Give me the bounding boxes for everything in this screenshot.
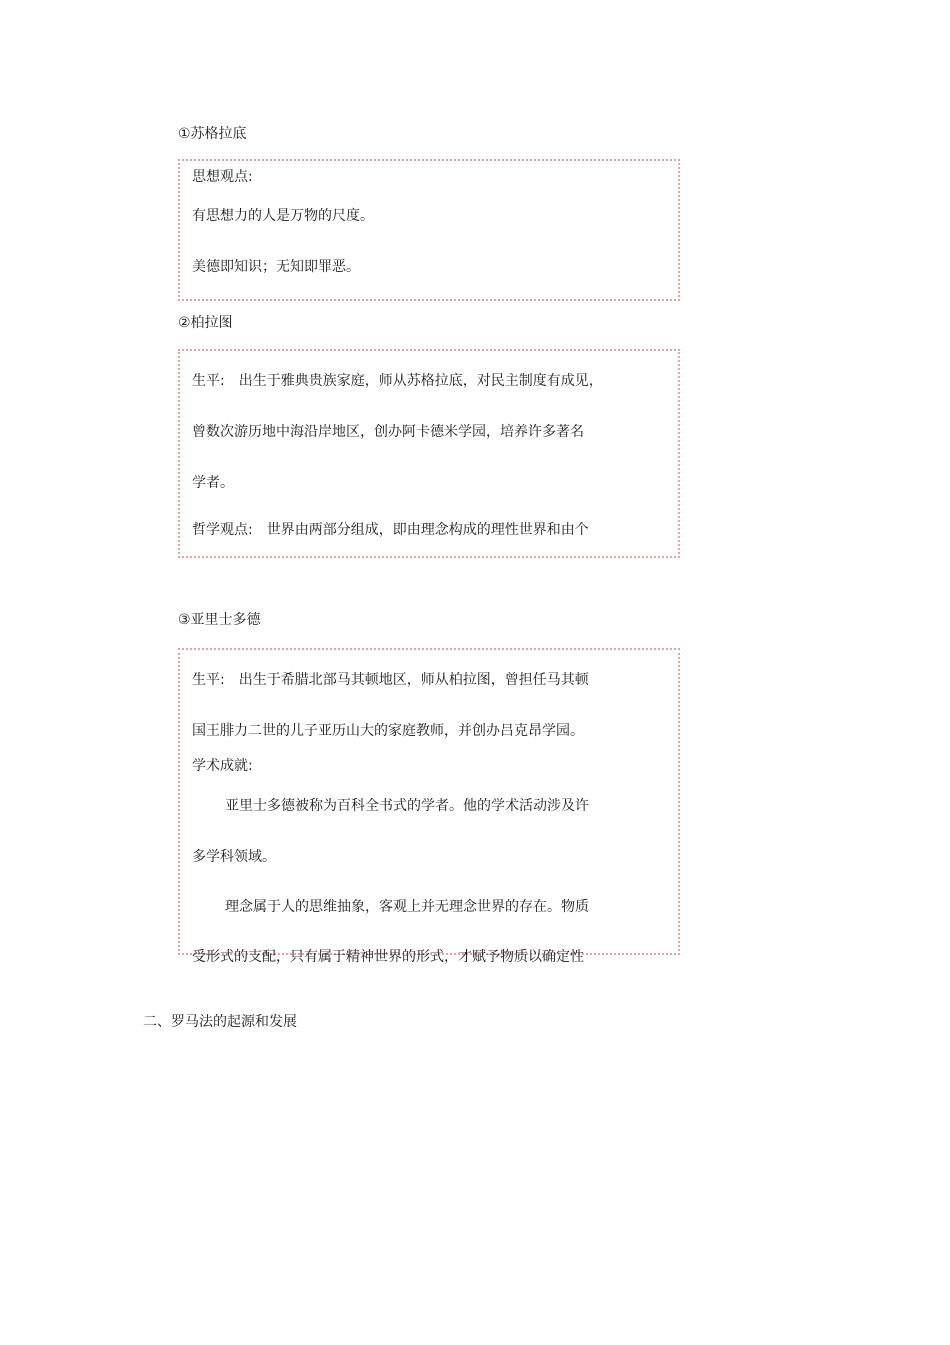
socrates-box: [178, 159, 680, 301]
aristotle-heading: ③亚里士多德: [178, 612, 261, 628]
aristotle-line-1: 生平: 出生于希腊北部马其顿地区，师从柏拉图，曾担任马其顿: [192, 672, 589, 688]
aristotle-line-7: 受形式的支配，只有属于精神世界的形式，才赋予物质以确定性: [192, 949, 584, 965]
plato-line-2: 曾数次游历地中海沿岸地区，创办阿卡德米学园，培养许多著名: [192, 424, 584, 440]
aristotle-line-2: 国王腓力二世的儿子亚历山大的家庭教师，并创办吕克昂学园。: [192, 723, 584, 739]
socrates-heading: ①苏格拉底: [178, 126, 247, 142]
socrates-line-1: 思想观点:: [192, 169, 253, 185]
aristotle-line-4: 亚里士多德被称为百科全书式的学者。他的学术活动涉及许: [225, 798, 589, 814]
plato-line-3: 学者。: [192, 475, 234, 491]
roman-law-heading: 二、罗马法的起源和发展: [143, 1014, 297, 1030]
plato-line-4: 哲学观点: 世界由两部分组成，即由理念构成的理性世界和由个: [192, 522, 589, 538]
aristotle-line-6: 理念属于人的思维抽象，客观上并无理念世界的存在。物质: [225, 899, 589, 915]
aristotle-line-3: 学术成就:: [192, 758, 253, 774]
socrates-line-2: 有思想力的人是万物的尺度。: [192, 208, 374, 224]
socrates-line-3: 美德即知识；无知即罪恶。: [192, 259, 360, 275]
plato-heading: ②柏拉图: [178, 315, 233, 331]
plato-line-1: 生平: 出生于雅典贵族家庭，师从苏格拉底，对民主制度有成见，: [192, 373, 603, 389]
aristotle-line-5: 多学科领域。: [192, 849, 276, 865]
